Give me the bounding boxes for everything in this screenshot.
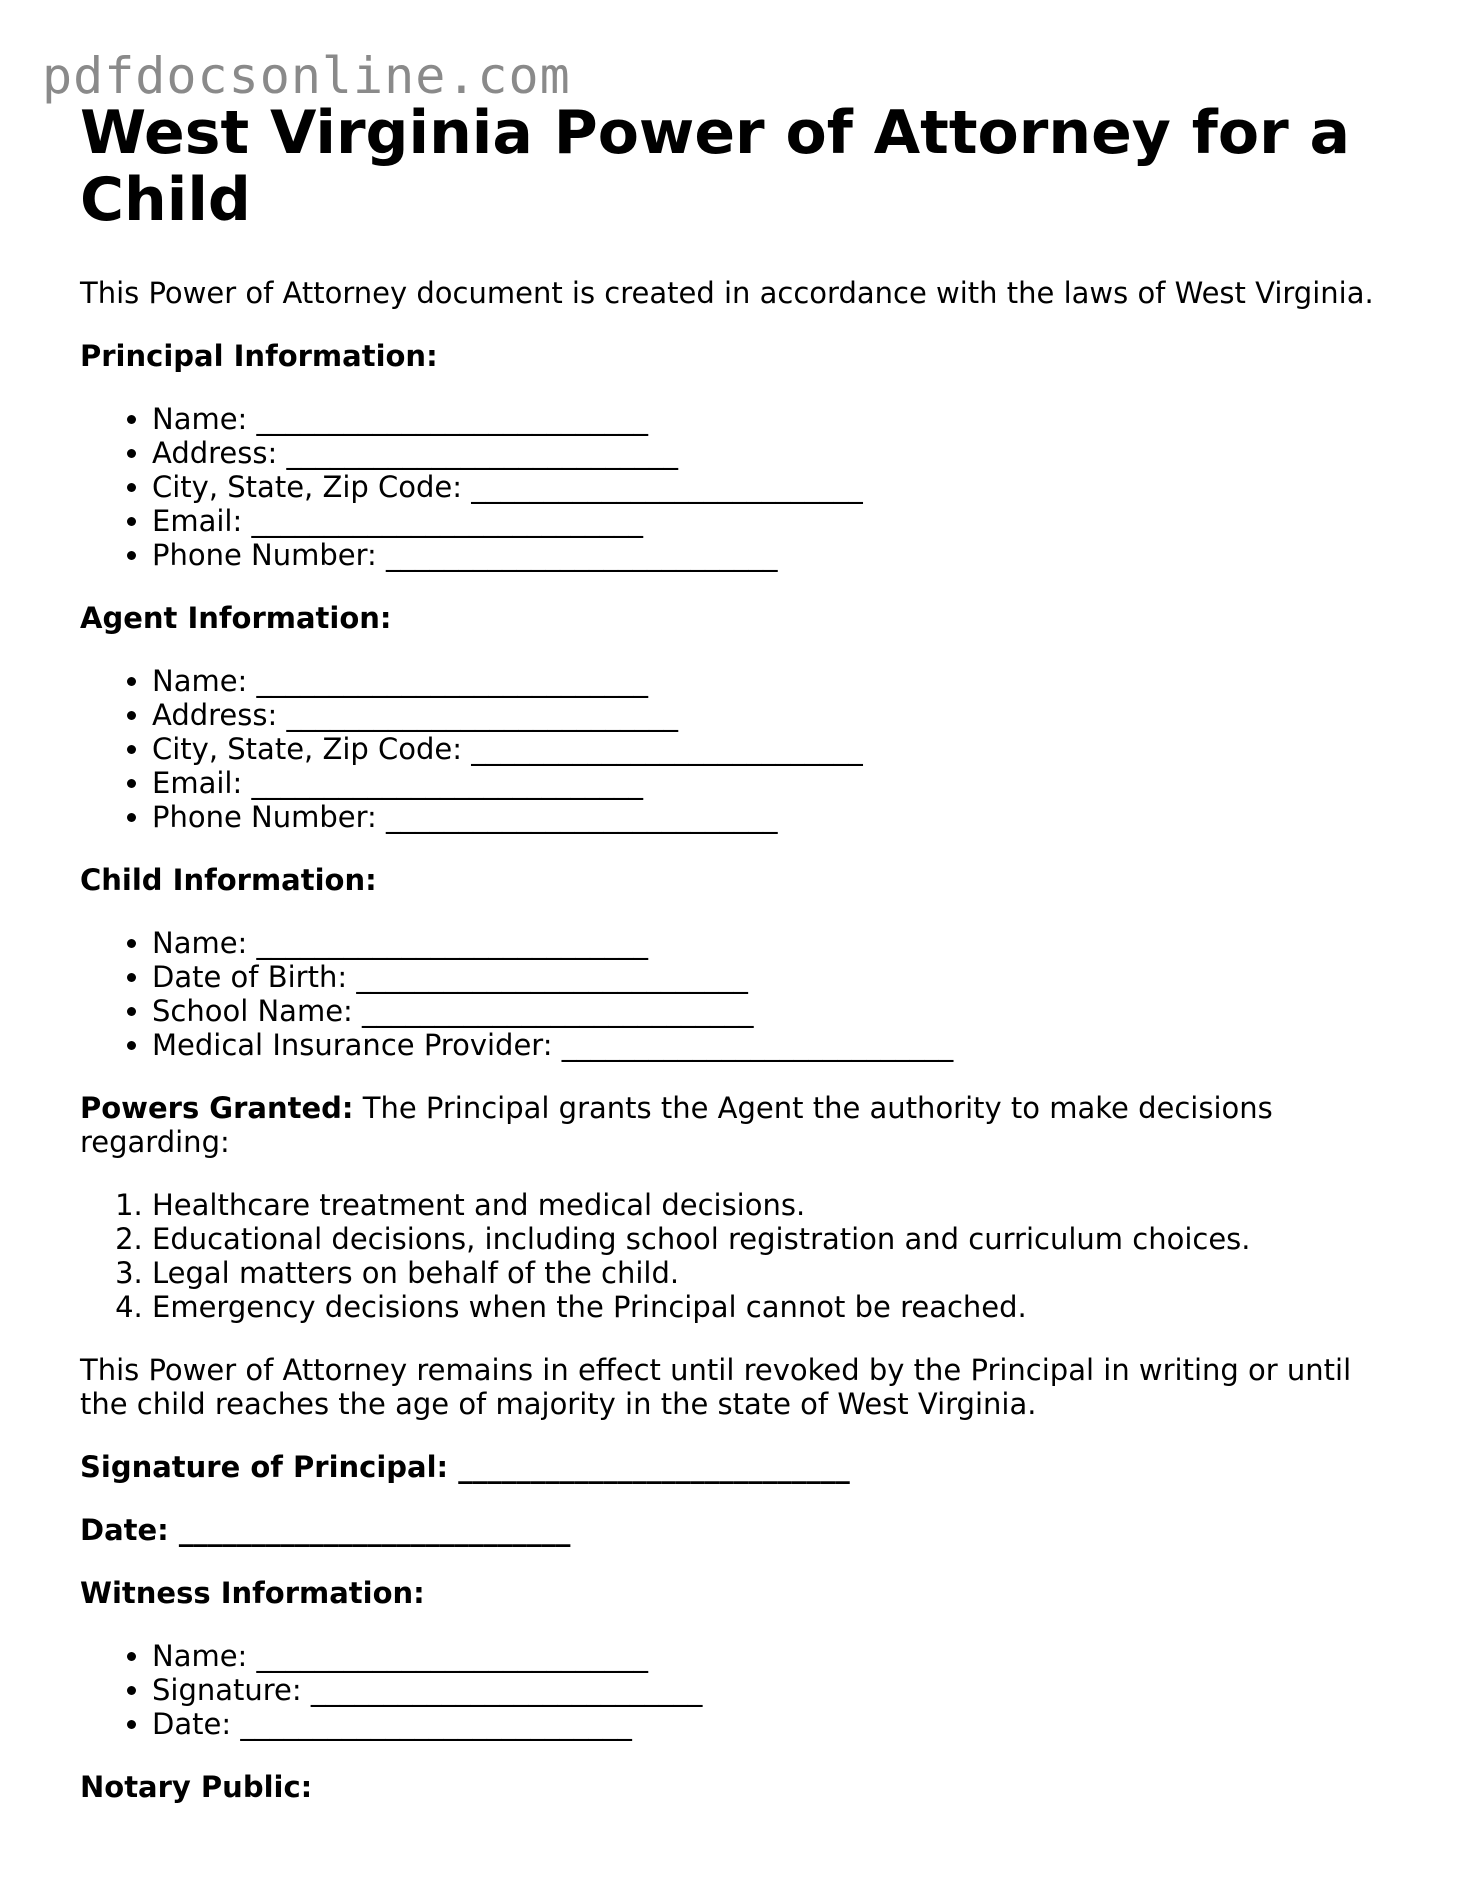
agent-name-field: • Name: ___________________________: [152, 664, 1380, 698]
powers-heading: Powers Granted:: [80, 1091, 354, 1125]
notary-heading: Notary Public:: [80, 1770, 313, 1804]
child-school-field: • School Name: ___________________________: [152, 994, 1380, 1028]
date-label: Date:: [80, 1513, 169, 1547]
signature-blank[interactable]: ___________________________: [458, 1450, 850, 1484]
powers-text: The Principal grants the Agent the authority to make decisions regarding:: [80, 1091, 1273, 1159]
fill-blank[interactable]: ___________________________: [286, 698, 678, 732]
agent-heading: Agent Information:: [80, 601, 392, 635]
fill-blank[interactable]: ___________________________: [356, 960, 748, 994]
fill-blank[interactable]: ___________________________: [256, 402, 649, 436]
powers-paragraph: [80, 1091, 1380, 1159]
principal-name-field: • Name: ___________________________: [152, 402, 1380, 436]
principal-email-field: • Email: ___________________________: [152, 504, 1380, 538]
date-line: [80, 1513, 1380, 1547]
fill-blank[interactable]: ___________________________: [286, 436, 678, 470]
power-item: 2. Educational decisions, including school registration and curriculum choices.: [152, 1222, 1380, 1256]
fill-blank[interactable]: ___________________________: [251, 766, 643, 800]
agent-fields: [80, 664, 1380, 834]
powers-list: [80, 1188, 1380, 1324]
power-item: 3. Legal matters on behalf of the child.: [152, 1256, 1380, 1290]
agent-phone-field: • Phone Number: ___________________________: [152, 800, 1380, 834]
agent-email-field: • Email: ___________________________: [152, 766, 1380, 800]
fill-blank[interactable]: ___________________________: [471, 470, 863, 504]
fill-blank[interactable]: ___________________________: [362, 994, 754, 1028]
child-fields: [80, 926, 1380, 1062]
document-title: West Virginia Power of Attorney for a Child: [80, 98, 1351, 235]
fill-blank[interactable]: ___________________________: [256, 926, 649, 960]
fill-blank[interactable]: ___________________________: [561, 1028, 954, 1062]
witness-name-field: • Name: ___________________________: [152, 1639, 1380, 1673]
principal-fields: [80, 402, 1380, 572]
principal-city-state-zip-field: • City, State, Zip Code: ___________________________: [152, 470, 1380, 504]
signature-label: Signature of Principal:: [80, 1450, 449, 1484]
fill-blank[interactable]: ___________________________: [386, 538, 778, 572]
power-item: 4. Emergency decisions when the Principal cannot be reached.: [152, 1290, 1380, 1324]
fill-blank[interactable]: ___________________________: [471, 732, 863, 766]
document-page: [80, 100, 1380, 1804]
principal-phone-field: • Phone Number: ___________________________: [152, 538, 1380, 572]
watermark: pdfdocsonline.com: [42, 47, 571, 105]
agent-address-field: • Address: ___________________________: [152, 698, 1380, 732]
fill-blank[interactable]: ___________________________: [386, 800, 778, 834]
duration-text: This Power of Attorney remains in effect until revoked by the Principal in writing or until the child reaches the age of majority in the state of West Virginia.: [80, 1353, 1352, 1421]
fill-blank[interactable]: ___________________________: [251, 504, 643, 538]
date-blank[interactable]: ___________________________: [178, 1513, 571, 1547]
child-name-field: • Name: ___________________________: [152, 926, 1380, 960]
fill-blank[interactable]: ___________________________: [310, 1673, 703, 1707]
fill-blank[interactable]: ___________________________: [240, 1707, 632, 1741]
signature-line: [80, 1450, 1380, 1484]
fill-blank[interactable]: ___________________________: [256, 1639, 649, 1673]
child-insurance-field: • Medical Insurance Provider: ___________________________: [152, 1028, 1380, 1062]
witness-heading: Witness Information:: [80, 1576, 425, 1610]
agent-city-state-zip-field: • City, State, Zip Code: ___________________________: [152, 732, 1380, 766]
witness-date-field: • Date: ___________________________: [152, 1707, 1380, 1741]
intro-text: This Power of Attorney document is created in accordance with the laws of West Virginia.: [80, 276, 1374, 310]
fill-blank[interactable]: ___________________________: [256, 664, 649, 698]
power-item: 1. Healthcare treatment and medical decisions.: [152, 1188, 1380, 1222]
child-heading: Child Information:: [80, 863, 377, 897]
child-dob-field: • Date of Birth: ___________________________: [152, 960, 1380, 994]
principal-address-field: • Address: ___________________________: [152, 436, 1380, 470]
principal-heading: Principal Information:: [80, 339, 438, 373]
witness-fields: [80, 1639, 1380, 1741]
witness-signature-field: • Signature: ___________________________: [152, 1673, 1380, 1707]
